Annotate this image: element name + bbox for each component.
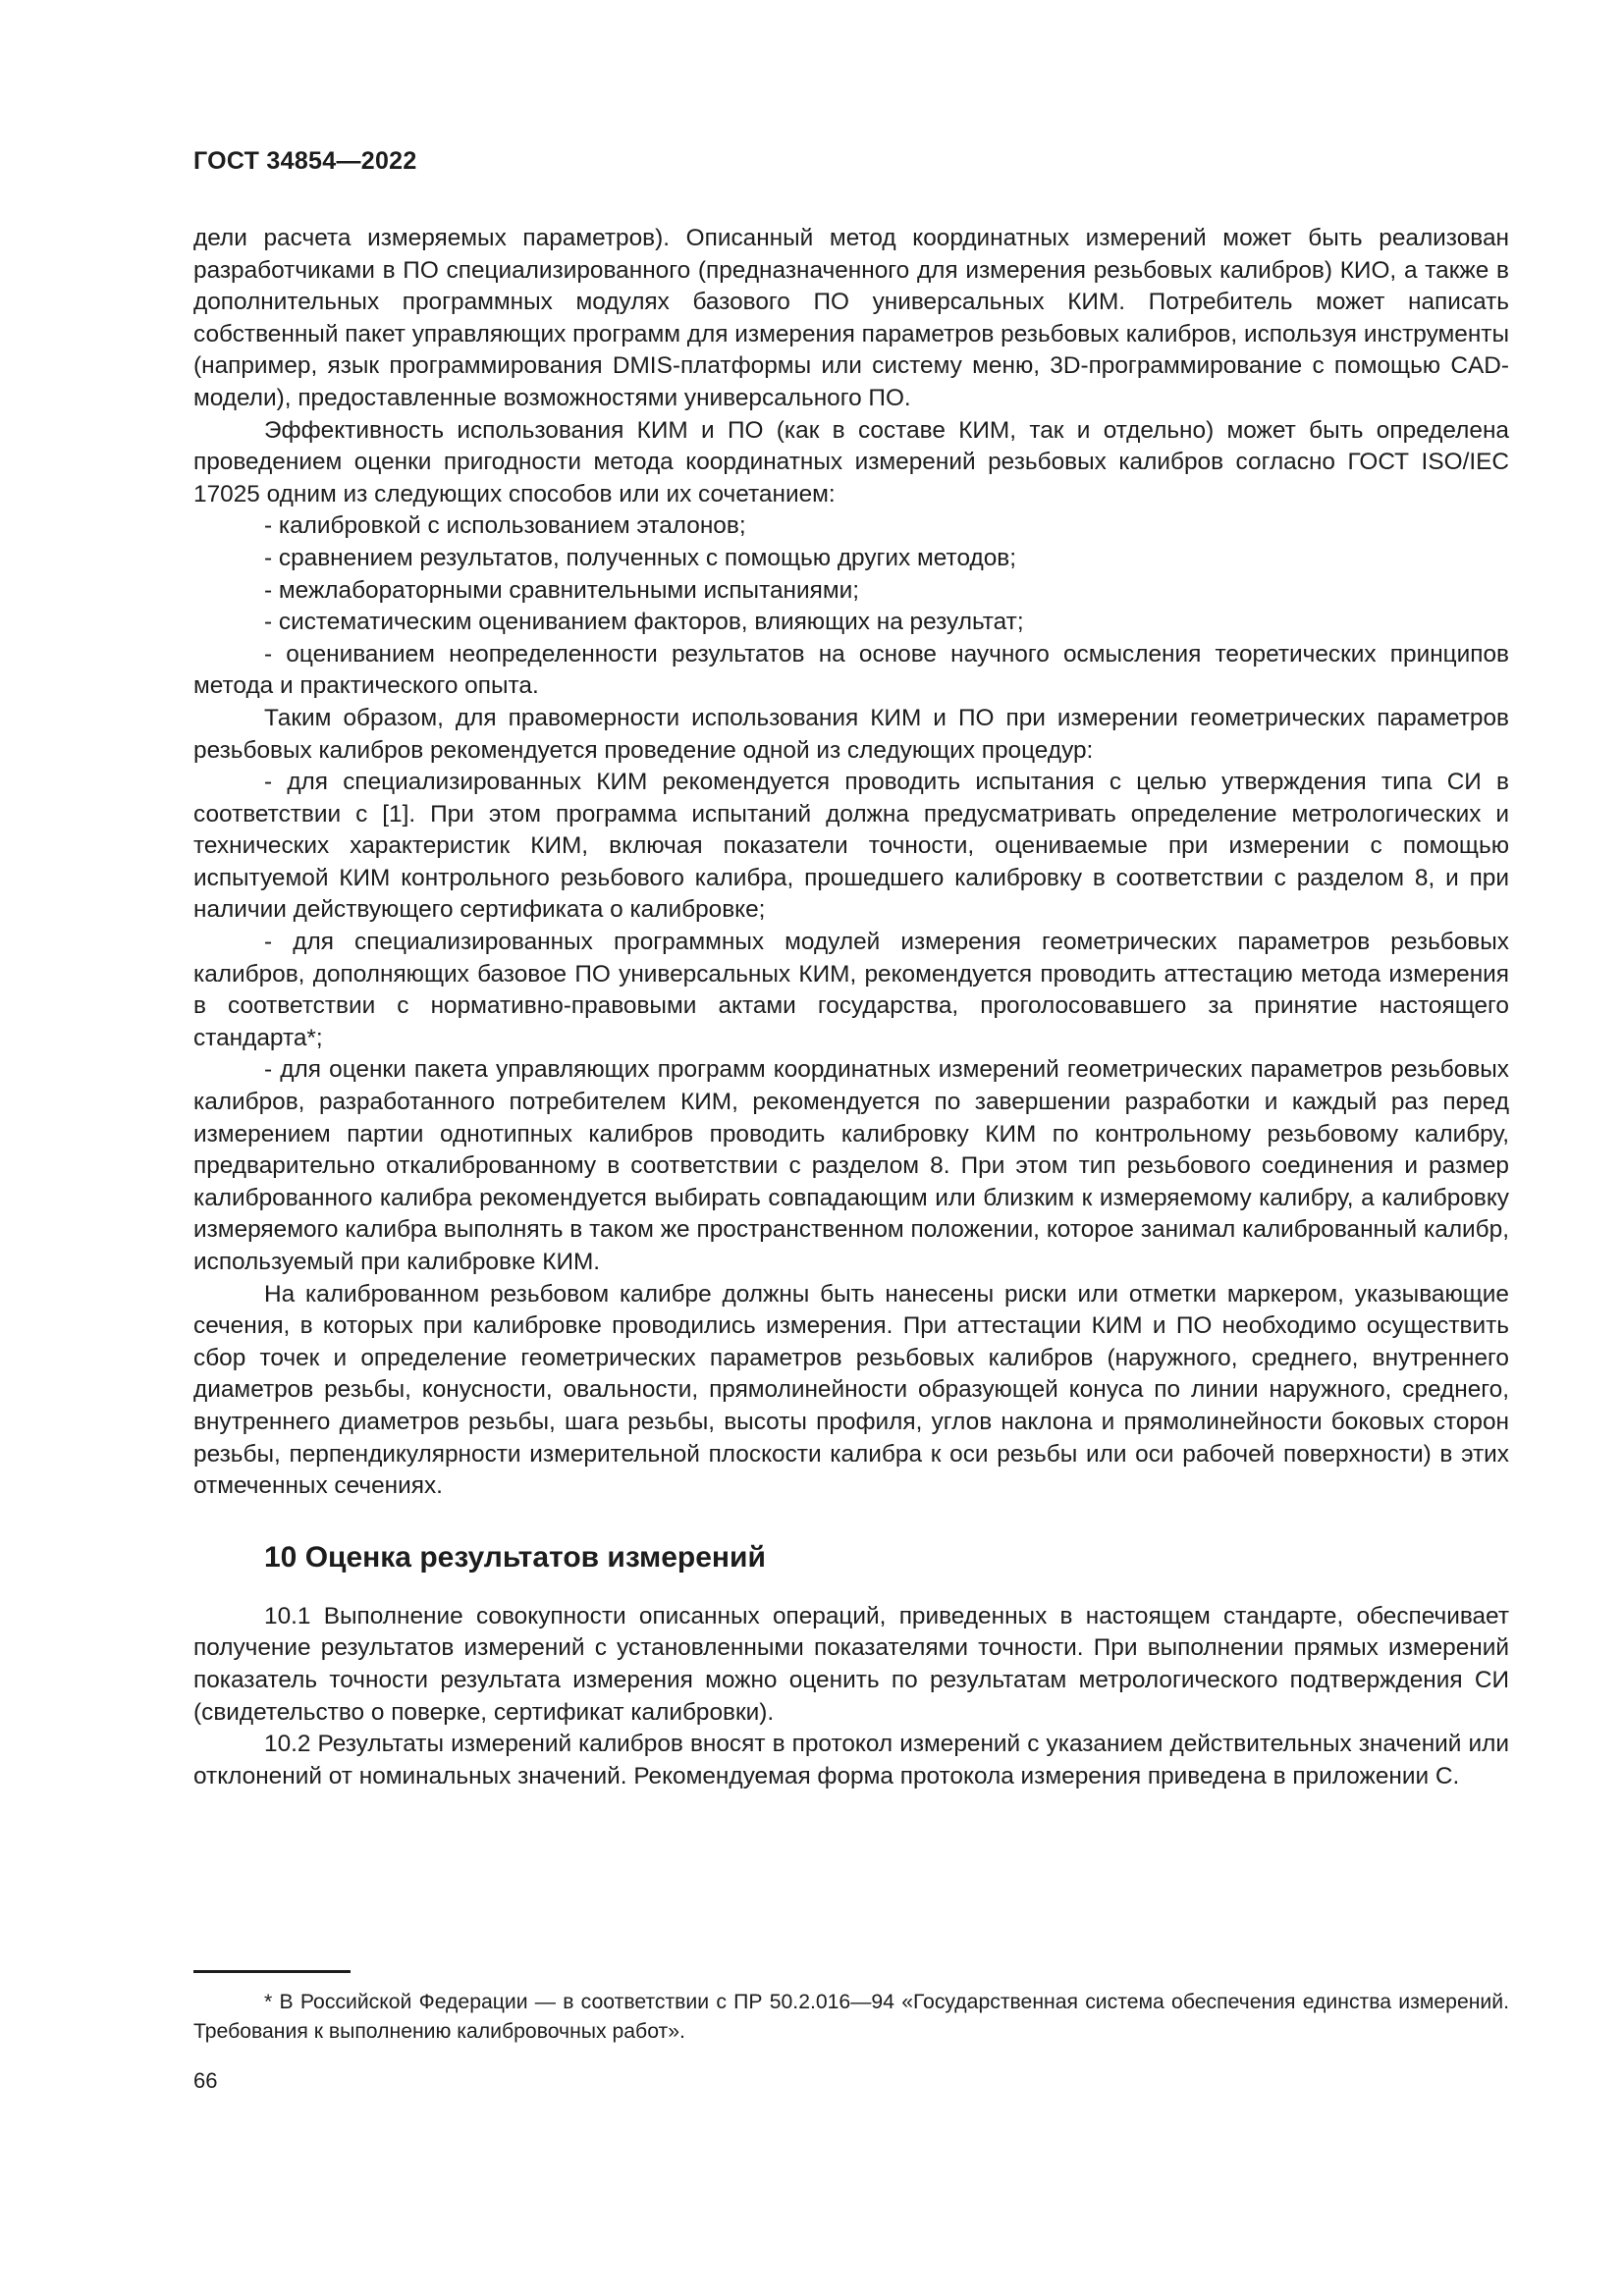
list-item: - для специализированных программных модулей измерения геометрических параметров резьбовых калибров, дополняющих базовое ПО универсальных КИМ, рекомендуется проводить аттестацию метода измерения в соответствии с нормативно-правовыми актами государства, проголосовавшего за принятие настоящего стандарта*; <box>193 929 1509 1051</box>
list-item: - сравнением результатов, полученных с помощью других методов; <box>264 544 1017 571</box>
list-item: - для оценки пакета управляющих программ координатных измерений геометрических параметров резьбовых калибров, разработанного потребителем КИМ, рекомендуется по завершении разработки и каждый раз перед измерением партии однотипных калибров проводить калибровку КИМ по контрольному резьбовому калибру, предварительно откалиброванному в соответствии с разделом 8. При этом тип резьбового соединения и размер калиброванного калибра рекомендуется выбирать совпадающим или близким к измеряемому калибру, а калибровку измеряемого калибра выполнять в таком же пространственном положении, которое занимал калиброванный калибр, используемый при калибровке КИМ. <box>193 1056 1509 1275</box>
document-header: ГОСТ 34854—2022 <box>193 147 417 175</box>
footnote-separator <box>193 1970 351 1973</box>
section-heading: 10 Оценка результатов измерений <box>264 1540 766 1574</box>
paragraph: 10.2 Результаты измерений калибров вносят в протокол измерений с указанием действительных значений или отклонений от номинальных значений. Рекомендуемая форма протокола измерения приведена в приложении С. <box>193 1731 1509 1789</box>
paragraph: Эффективность использования КИМ и ПО (как в составе КИМ, так и отдельно) может быть определена проведением оценки пригодности метода координатных измерений резьбовых калибров согласно ГОСТ ISO/IEC 17025 одним из следующих способов или их сочетанием: <box>193 416 1509 507</box>
document-body <box>193 223 1509 1792</box>
paragraph: Таким образом, для правомерности использования КИМ и ПО при измерении геометрических параметров резьбовых калибров рекомендуется проведение одной из следующих процедур: <box>193 704 1509 764</box>
list-item: - калибровкой с использованием эталонов; <box>264 512 746 540</box>
paragraph: дели расчета измеряемых параметров). Описанный метод координатных измерений может быть реализован разработчиками в ПО специализированного (предназначенного для измерения резьбовых калибров) КИО, а также в дополнительных программных модулях базового ПО универсальных КИМ. Потребитель может написать собственный пакет управляющих программ для измерения параметров резьбовых калибров, используя инструменты (например, язык программирования DMIS-платформы или систему меню, 3D-программирование с помощью CAD-модели), предоставленные возможностями универсального ПО. <box>193 225 1509 411</box>
list-item: - систематическим оцениванием факторов, влияющих на результат; <box>264 609 1024 636</box>
paragraph: На калиброванном резьбовом калибре должны быть нанесены риски или отметки маркером, указывающие сечения, в которых при калибровке проводились измерения. При аттестации КИМ и ПО необходимо осуществить сбор точек и определение геометрических параметров резьбовых калибров (наружного, среднего, внутреннего диаметров резьбы, конусности, овальности, прямолинейности образующей конуса по линии наружного, среднего, внутреннего диаметров резьбы, шага резьбы, высоты профиля, углов наклона и прямолинейности боковых сторон резьбы, перпендикулярности измерительной плоскости калибра к оси резьбы или оси рабочей поверхности) в этих отмеченных сечениях. <box>193 1280 1509 1500</box>
page-number: 66 <box>193 2068 218 2093</box>
paragraph: 10.1 Выполнение совокупности описанных операций, приведенных в настоящем стандарте, обеспечивает получение результатов измерений с установленными показателями точности. При выполнении прямых измерений показатель точности результата измерения можно оценить по результатам метрологического подтверждения СИ (свидетельство о поверке, сертификат калибровки). <box>193 1602 1509 1726</box>
footnote: * В Российской Федерации — в соответствии с ПР 50.2.016—94 «Государственная система обеспечения единства измерений. Требования к выполнению калибровочных работ». <box>193 1991 1509 2043</box>
list-item: - оцениванием неопределенности результатов на основе научного осмысления теоретических принципов метода и практического опыта. <box>193 640 1509 700</box>
list-item: - для специализированных КИМ рекомендуется проводить испытания с целью утверждения типа СИ в соответствии с [1]. При этом программа испытаний должна предусматривать определение метрологических и технических характеристик КИМ, включая показатели точности, оцениваемые при измерении с помощью испытуемой КИМ контрольного резьбового калибра, прошедшего калибровку в соответствии с разделом 8, и при наличии действующего сертификата о калибровке; <box>193 769 1509 924</box>
list-item: - межлабораторными сравнительными испытаниями; <box>264 576 860 604</box>
